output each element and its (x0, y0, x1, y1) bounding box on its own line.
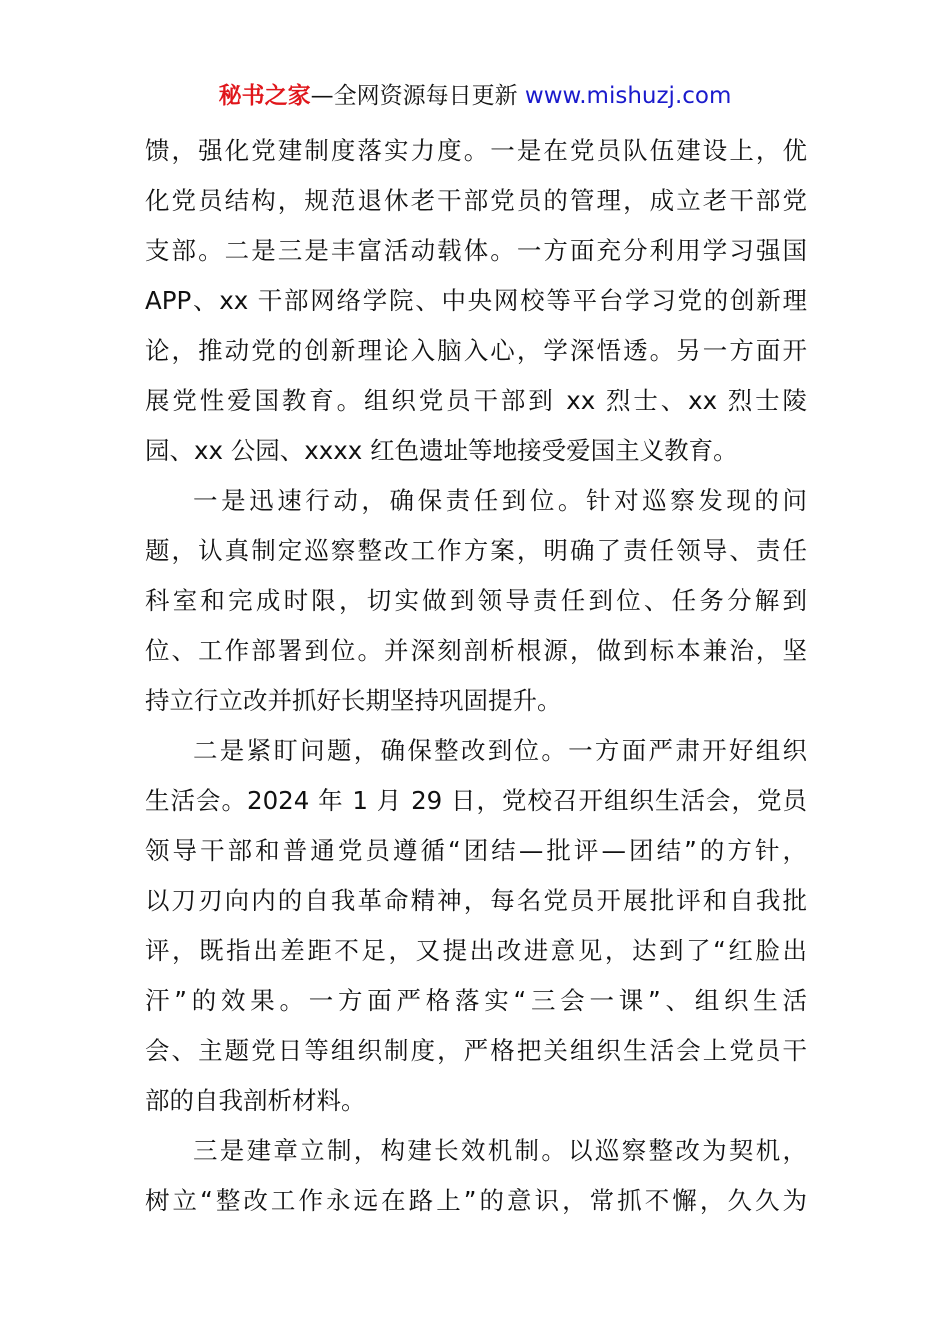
paragraph (145, 126, 807, 476)
text-line: 展党性爱国教育。组织党员干部到 xx 烈士、xx 烈士陵 (145, 386, 807, 415)
text-line: 化党员结构，规范退休老干部党员的管理，成立老干部党 (145, 186, 807, 215)
text-line: 汗”的效果。一方面严格落实“三会一课”、组织生活 (145, 986, 807, 1015)
text-line: 评，既指出差距不足，又提出改进意见，达到了“红脸出 (145, 936, 807, 965)
text-line: 园、xx 公园、xxxx 红色遗址等地接受爱国主义教育。 (145, 436, 738, 465)
text-line: APP、xx 干部网络学院、中央网校等平台学习党的创新理 (145, 286, 807, 315)
text-line: 科室和完成时限，切实做到领导责任到位、任务分解到 (145, 586, 807, 615)
text-line: 一是迅速行动，确保责任到位。针对巡察发现的问 (193, 486, 807, 515)
text-line: 以刀刃向内的自我革命精神，每名党员开展批评和自我批 (145, 886, 807, 915)
text-line: 部的自我剖析材料。 (145, 1086, 366, 1115)
text-line: 二是紧盯问题，确保整改到位。一方面严肃开好组织 (193, 736, 807, 765)
text-line: 位、工作部署到位。并深刻剖析根源，做到标本兼治，坚 (145, 636, 807, 665)
paragraph (145, 1126, 807, 1226)
site-slogan: —全网资源每日更新 (310, 83, 518, 109)
text-line: 支部。二是三是丰富活动载体。一方面充分利用学习强国 (145, 236, 807, 265)
text-line: 题，认真制定巡察整改工作方案，明确了责任领导、责任 (145, 536, 807, 565)
text-line: 馈，强化党建制度落实力度。一是在党员队伍建设上，优 (145, 136, 807, 165)
text-line: 树立“整改工作永远在路上”的意识，常抓不懈，久久为 (145, 1186, 807, 1215)
document-body (145, 126, 807, 1226)
site-url-link[interactable]: www.mishuzj.com (524, 83, 732, 109)
site-header (0, 80, 950, 112)
paragraph (145, 476, 807, 726)
text-line: 持立行立改并抓好长期坚持巩固提升。 (145, 686, 562, 715)
text-line: 生活会。2024 年 1 月 29 日，党校召开组织生活会，党员 (145, 786, 807, 815)
text-line: 三是建章立制，构建长效机制。以巡察整改为契机， (193, 1136, 807, 1165)
text-line: 会、主题党日等组织制度，严格把关组织生活会上党员干 (145, 1036, 807, 1065)
text-line: 领导干部和普通党员遵循“团结—批评—团结”的方针， (145, 836, 807, 865)
paragraph (145, 726, 807, 1126)
site-brand: 秘书之家 (218, 83, 311, 109)
text-line: 论，推动党的创新理论入脑入心，学深悟透。另一方面开 (145, 336, 807, 365)
